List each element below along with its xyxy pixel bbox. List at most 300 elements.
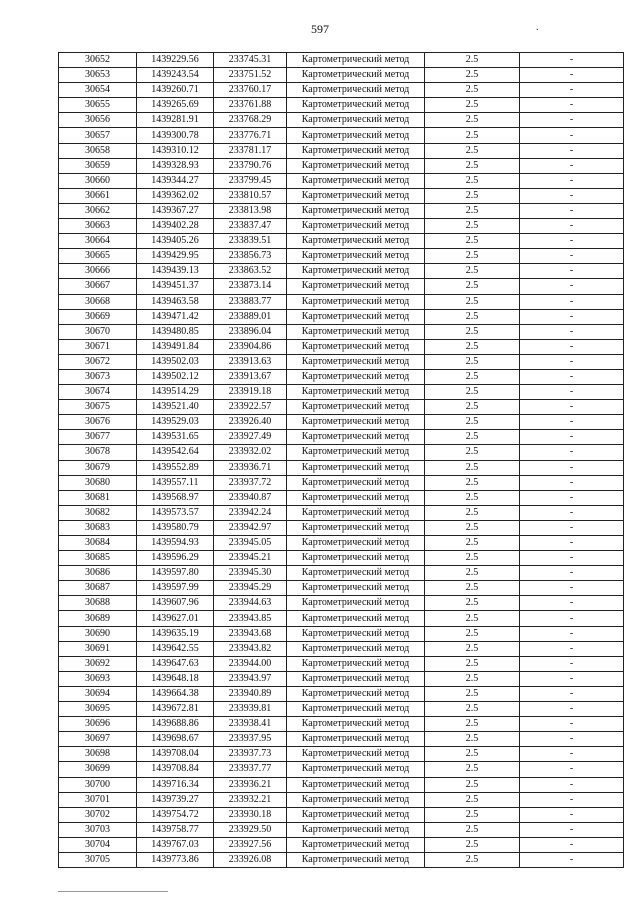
y-coordinate-cell: 233904.86 <box>214 339 287 354</box>
x-coordinate-cell: 1439502.03 <box>137 354 214 369</box>
method-cell: Картометрический метод <box>287 128 425 143</box>
accuracy-cell: 2.5 <box>425 98 520 113</box>
method-cell: Картометрический метод <box>287 581 425 596</box>
method-cell: Картометрический метод <box>287 354 425 369</box>
x-coordinate-cell: 1439568.97 <box>137 490 214 505</box>
accuracy-cell: 2.5 <box>425 490 520 505</box>
table-row <box>59 490 624 505</box>
table-row <box>59 807 624 822</box>
point-number-cell: 30653 <box>59 68 137 83</box>
y-coordinate-cell: 233863.52 <box>214 264 287 279</box>
point-number-cell: 30674 <box>59 385 137 400</box>
accuracy-cell: 2.5 <box>425 536 520 551</box>
page-number: 597 <box>311 22 329 36</box>
point-number-cell: 30687 <box>59 581 137 596</box>
y-coordinate-cell: 233942.97 <box>214 520 287 535</box>
accuracy-cell: 2.5 <box>425 807 520 822</box>
y-coordinate-cell: 233940.87 <box>214 490 287 505</box>
description-cell: - <box>520 490 624 505</box>
description-cell: - <box>520 656 624 671</box>
point-number-cell: 30686 <box>59 566 137 581</box>
method-cell: Картометрический метод <box>287 264 425 279</box>
method-cell: Картометрический метод <box>287 173 425 188</box>
method-cell: Картометрический метод <box>287 671 425 686</box>
method-cell: Картометрический метод <box>287 566 425 581</box>
y-coordinate-cell: 233938.41 <box>214 717 287 732</box>
description-cell: - <box>520 68 624 83</box>
y-coordinate-cell: 233837.47 <box>214 219 287 234</box>
description-cell: - <box>520 520 624 535</box>
method-cell: Картометрический метод <box>287 445 425 460</box>
table-row <box>59 324 624 339</box>
point-number-cell: 30678 <box>59 445 137 460</box>
table-row <box>59 128 624 143</box>
method-cell: Картометрический метод <box>287 430 425 445</box>
point-number-cell: 30663 <box>59 219 137 234</box>
description-cell: - <box>520 385 624 400</box>
point-number-cell: 30699 <box>59 762 137 777</box>
x-coordinate-cell: 1439607.96 <box>137 596 214 611</box>
y-coordinate-cell: 233932.02 <box>214 445 287 460</box>
description-cell: - <box>520 249 624 264</box>
point-number-cell: 30701 <box>59 792 137 807</box>
description-cell: - <box>520 717 624 732</box>
table-row <box>59 581 624 596</box>
point-number-cell: 30670 <box>59 324 137 339</box>
accuracy-cell: 2.5 <box>425 596 520 611</box>
accuracy-cell: 2.5 <box>425 505 520 520</box>
x-coordinate-cell: 1439648.18 <box>137 671 214 686</box>
table-row <box>59 792 624 807</box>
x-coordinate-cell: 1439362.02 <box>137 188 214 203</box>
table-row <box>59 249 624 264</box>
point-number-cell: 30657 <box>59 128 137 143</box>
description-cell: - <box>520 807 624 822</box>
table-row <box>59 143 624 158</box>
description-cell: - <box>520 415 624 430</box>
point-number-cell: 30696 <box>59 717 137 732</box>
method-cell: Картометрический метод <box>287 762 425 777</box>
method-cell: Картометрический метод <box>287 852 425 867</box>
method-cell: Картометрический метод <box>287 98 425 113</box>
table-row <box>59 475 624 490</box>
y-coordinate-cell: 233913.67 <box>214 369 287 384</box>
y-coordinate-cell: 233936.71 <box>214 460 287 475</box>
x-coordinate-cell: 1439480.85 <box>137 324 214 339</box>
point-number-cell: 30688 <box>59 596 137 611</box>
description-cell: - <box>520 551 624 566</box>
description-cell: - <box>520 686 624 701</box>
x-coordinate-cell: 1439698.67 <box>137 732 214 747</box>
x-coordinate-cell: 1439594.93 <box>137 536 214 551</box>
point-number-cell: 30689 <box>59 611 137 626</box>
table-row <box>59 656 624 671</box>
x-coordinate-cell: 1439627.01 <box>137 611 214 626</box>
description-cell: - <box>520 173 624 188</box>
table-row <box>59 551 624 566</box>
y-coordinate-cell: 233930.18 <box>214 807 287 822</box>
point-number-cell: 30672 <box>59 354 137 369</box>
method-cell: Картометрический метод <box>287 792 425 807</box>
x-coordinate-cell: 1439491.84 <box>137 339 214 354</box>
x-coordinate-cell: 1439557.11 <box>137 475 214 490</box>
table-row <box>59 822 624 837</box>
description-cell: - <box>520 671 624 686</box>
method-cell: Картометрический метод <box>287 686 425 701</box>
point-number-cell: 30683 <box>59 520 137 535</box>
x-coordinate-cell: 1439405.26 <box>137 234 214 249</box>
point-number-cell: 30677 <box>59 430 137 445</box>
method-cell: Картометрический метод <box>287 188 425 203</box>
description-cell: - <box>520 792 624 807</box>
scan-mark: . <box>536 22 539 33</box>
table-row <box>59 686 624 701</box>
table-row <box>59 747 624 762</box>
y-coordinate-cell: 233839.51 <box>214 234 287 249</box>
accuracy-cell: 2.5 <box>425 158 520 173</box>
x-coordinate-cell: 1439402.28 <box>137 219 214 234</box>
accuracy-cell: 2.5 <box>425 732 520 747</box>
x-coordinate-cell: 1439767.03 <box>137 837 214 852</box>
point-number-cell: 30676 <box>59 415 137 430</box>
accuracy-cell: 2.5 <box>425 219 520 234</box>
accuracy-cell: 2.5 <box>425 339 520 354</box>
accuracy-cell: 2.5 <box>425 671 520 686</box>
point-number-cell: 30673 <box>59 369 137 384</box>
method-cell: Картометрический метод <box>287 837 425 852</box>
accuracy-cell: 2.5 <box>425 445 520 460</box>
y-coordinate-cell: 233929.50 <box>214 822 287 837</box>
x-coordinate-cell: 1439739.27 <box>137 792 214 807</box>
y-coordinate-cell: 233943.85 <box>214 611 287 626</box>
accuracy-cell: 2.5 <box>425 188 520 203</box>
x-coordinate-cell: 1439265.69 <box>137 98 214 113</box>
x-coordinate-cell: 1439328.93 <box>137 158 214 173</box>
y-coordinate-cell: 233781.17 <box>214 143 287 158</box>
accuracy-cell: 2.5 <box>425 324 520 339</box>
x-coordinate-cell: 1439642.55 <box>137 641 214 656</box>
method-cell: Картометрический метод <box>287 113 425 128</box>
description-cell: - <box>520 641 624 656</box>
x-coordinate-cell: 1439708.84 <box>137 762 214 777</box>
x-coordinate-cell: 1439521.40 <box>137 400 214 415</box>
y-coordinate-cell: 233889.01 <box>214 309 287 324</box>
y-coordinate-cell: 233945.29 <box>214 581 287 596</box>
accuracy-cell: 2.5 <box>425 53 520 68</box>
accuracy-cell: 2.5 <box>425 686 520 701</box>
table-row <box>59 309 624 324</box>
y-coordinate-cell: 233799.45 <box>214 173 287 188</box>
x-coordinate-cell: 1439229.56 <box>137 53 214 68</box>
method-cell: Картометрический метод <box>287 369 425 384</box>
x-coordinate-cell: 1439300.78 <box>137 128 214 143</box>
table-row <box>59 219 624 234</box>
point-number-cell: 30668 <box>59 294 137 309</box>
x-coordinate-cell: 1439281.91 <box>137 113 214 128</box>
x-coordinate-cell: 1439580.79 <box>137 520 214 535</box>
method-cell: Картометрический метод <box>287 68 425 83</box>
accuracy-cell: 2.5 <box>425 641 520 656</box>
table-row <box>59 641 624 656</box>
y-coordinate-cell: 233944.00 <box>214 656 287 671</box>
x-coordinate-cell: 1439439.13 <box>137 264 214 279</box>
description-cell: - <box>520 143 624 158</box>
point-number-cell: 30680 <box>59 475 137 490</box>
method-cell: Картометрический метод <box>287 475 425 490</box>
y-coordinate-cell: 233922.57 <box>214 400 287 415</box>
x-coordinate-cell: 1439514.29 <box>137 385 214 400</box>
point-number-cell: 30705 <box>59 852 137 867</box>
x-coordinate-cell: 1439471.42 <box>137 309 214 324</box>
table-row <box>59 354 624 369</box>
method-cell: Картометрический метод <box>287 400 425 415</box>
y-coordinate-cell: 233768.29 <box>214 113 287 128</box>
description-cell: - <box>520 626 624 641</box>
point-number-cell: 30656 <box>59 113 137 128</box>
x-coordinate-cell: 1439529.03 <box>137 415 214 430</box>
description-cell: - <box>520 611 624 626</box>
accuracy-cell: 2.5 <box>425 611 520 626</box>
y-coordinate-cell: 233751.52 <box>214 68 287 83</box>
table-row <box>59 279 624 294</box>
table-row <box>59 762 624 777</box>
table-row <box>59 536 624 551</box>
accuracy-cell: 2.5 <box>425 717 520 732</box>
y-coordinate-cell: 233927.56 <box>214 837 287 852</box>
point-number-cell: 30652 <box>59 53 137 68</box>
table-row <box>59 626 624 641</box>
description-cell: - <box>520 460 624 475</box>
method-cell: Картометрический метод <box>287 717 425 732</box>
description-cell: - <box>520 324 624 339</box>
method-cell: Картометрический метод <box>287 249 425 264</box>
x-coordinate-cell: 1439367.27 <box>137 203 214 218</box>
y-coordinate-cell: 233943.97 <box>214 671 287 686</box>
table-row <box>59 173 624 188</box>
table-row <box>59 702 624 717</box>
point-number-cell: 30692 <box>59 656 137 671</box>
method-cell: Картометрический метод <box>287 53 425 68</box>
accuracy-cell: 2.5 <box>425 852 520 867</box>
description-cell: - <box>520 279 624 294</box>
point-number-cell: 30665 <box>59 249 137 264</box>
x-coordinate-cell: 1439463.58 <box>137 294 214 309</box>
method-cell: Картометрический метод <box>287 777 425 792</box>
x-coordinate-cell: 1439597.99 <box>137 581 214 596</box>
point-number-cell: 30700 <box>59 777 137 792</box>
method-cell: Картометрический метод <box>287 309 425 324</box>
method-cell: Картометрический метод <box>287 520 425 535</box>
method-cell: Картометрический метод <box>287 460 425 475</box>
y-coordinate-cell: 233810.57 <box>214 188 287 203</box>
point-number-cell: 30691 <box>59 641 137 656</box>
table-row <box>59 158 624 173</box>
table-row <box>59 566 624 581</box>
method-cell: Картометрический метод <box>287 536 425 551</box>
method-cell: Картометрический метод <box>287 203 425 218</box>
y-coordinate-cell: 233943.82 <box>214 641 287 656</box>
method-cell: Картометрический метод <box>287 641 425 656</box>
table-row <box>59 732 624 747</box>
method-cell: Картометрический метод <box>287 732 425 747</box>
y-coordinate-cell: 233913.63 <box>214 354 287 369</box>
table-row <box>59 852 624 867</box>
x-coordinate-cell: 1439542.64 <box>137 445 214 460</box>
y-coordinate-cell: 233856.73 <box>214 249 287 264</box>
y-coordinate-cell: 233790.76 <box>214 158 287 173</box>
table-row <box>59 369 624 384</box>
method-cell: Картометрический метод <box>287 747 425 762</box>
y-coordinate-cell: 233937.72 <box>214 475 287 490</box>
description-cell: - <box>520 158 624 173</box>
method-cell: Картометрический метод <box>287 339 425 354</box>
x-coordinate-cell: 1439531.65 <box>137 430 214 445</box>
method-cell: Картометрический метод <box>287 234 425 249</box>
point-number-cell: 30693 <box>59 671 137 686</box>
x-coordinate-cell: 1439773.86 <box>137 852 214 867</box>
description-cell: - <box>520 777 624 792</box>
accuracy-cell: 2.5 <box>425 822 520 837</box>
y-coordinate-cell: 233940.89 <box>214 686 287 701</box>
accuracy-cell: 2.5 <box>425 792 520 807</box>
table-row <box>59 596 624 611</box>
point-number-cell: 30698 <box>59 747 137 762</box>
description-cell: - <box>520 822 624 837</box>
table-row <box>59 264 624 279</box>
description-cell: - <box>520 264 624 279</box>
y-coordinate-cell: 233942.24 <box>214 505 287 520</box>
description-cell: - <box>520 113 624 128</box>
point-number-cell: 30675 <box>59 400 137 415</box>
point-number-cell: 30695 <box>59 702 137 717</box>
table-row <box>59 339 624 354</box>
y-coordinate-cell: 233937.73 <box>214 747 287 762</box>
description-cell: - <box>520 203 624 218</box>
table-row <box>59 430 624 445</box>
point-number-cell: 30679 <box>59 460 137 475</box>
point-number-cell: 30664 <box>59 234 137 249</box>
accuracy-cell: 2.5 <box>425 113 520 128</box>
accuracy-cell: 2.5 <box>425 354 520 369</box>
bottom-rule <box>58 891 168 892</box>
y-coordinate-cell: 233937.95 <box>214 732 287 747</box>
coordinates-table-body <box>59 53 624 868</box>
accuracy-cell: 2.5 <box>425 309 520 324</box>
accuracy-cell: 2.5 <box>425 400 520 415</box>
x-coordinate-cell: 1439664.38 <box>137 686 214 701</box>
x-coordinate-cell: 1439243.54 <box>137 68 214 83</box>
table-row <box>59 505 624 520</box>
point-number-cell: 30671 <box>59 339 137 354</box>
table-row <box>59 234 624 249</box>
table-row <box>59 611 624 626</box>
y-coordinate-cell: 233761.88 <box>214 98 287 113</box>
y-coordinate-cell: 233945.21 <box>214 551 287 566</box>
x-coordinate-cell: 1439688.86 <box>137 717 214 732</box>
point-number-cell: 30694 <box>59 686 137 701</box>
y-coordinate-cell: 233945.05 <box>214 536 287 551</box>
method-cell: Картометрический метод <box>287 551 425 566</box>
accuracy-cell: 2.5 <box>425 656 520 671</box>
accuracy-cell: 2.5 <box>425 551 520 566</box>
table-row <box>59 837 624 852</box>
x-coordinate-cell: 1439647.63 <box>137 656 214 671</box>
point-number-cell: 30658 <box>59 143 137 158</box>
method-cell: Картометрический метод <box>287 294 425 309</box>
description-cell: - <box>520 188 624 203</box>
description-cell: - <box>520 566 624 581</box>
x-coordinate-cell: 1439672.81 <box>137 702 214 717</box>
y-coordinate-cell: 233927.49 <box>214 430 287 445</box>
point-number-cell: 30703 <box>59 822 137 837</box>
x-coordinate-cell: 1439451.37 <box>137 279 214 294</box>
y-coordinate-cell: 233760.17 <box>214 83 287 98</box>
method-cell: Картометрический метод <box>287 807 425 822</box>
accuracy-cell: 2.5 <box>425 68 520 83</box>
method-cell: Картометрический метод <box>287 143 425 158</box>
table-row <box>59 777 624 792</box>
point-number-cell: 30667 <box>59 279 137 294</box>
table-row <box>59 400 624 415</box>
accuracy-cell: 2.5 <box>425 747 520 762</box>
method-cell: Картометрический метод <box>287 324 425 339</box>
method-cell: Картометрический метод <box>287 505 425 520</box>
description-cell: - <box>520 339 624 354</box>
accuracy-cell: 2.5 <box>425 777 520 792</box>
method-cell: Картометрический метод <box>287 702 425 717</box>
table-row <box>59 188 624 203</box>
table-row <box>59 83 624 98</box>
point-number-cell: 30704 <box>59 837 137 852</box>
x-coordinate-cell: 1439429.95 <box>137 249 214 264</box>
point-number-cell: 30662 <box>59 203 137 218</box>
description-cell: - <box>520 732 624 747</box>
y-coordinate-cell: 233932.21 <box>214 792 287 807</box>
x-coordinate-cell: 1439502.12 <box>137 369 214 384</box>
accuracy-cell: 2.5 <box>425 203 520 218</box>
y-coordinate-cell: 233944.63 <box>214 596 287 611</box>
y-coordinate-cell: 233943.68 <box>214 626 287 641</box>
method-cell: Картометрический метод <box>287 415 425 430</box>
point-number-cell: 30669 <box>59 309 137 324</box>
accuracy-cell: 2.5 <box>425 264 520 279</box>
point-number-cell: 30690 <box>59 626 137 641</box>
table-row <box>59 415 624 430</box>
accuracy-cell: 2.5 <box>425 460 520 475</box>
accuracy-cell: 2.5 <box>425 294 520 309</box>
method-cell: Картометрический метод <box>287 611 425 626</box>
method-cell: Картометрический метод <box>287 385 425 400</box>
point-number-cell: 30654 <box>59 83 137 98</box>
x-coordinate-cell: 1439344.27 <box>137 173 214 188</box>
y-coordinate-cell: 233926.08 <box>214 852 287 867</box>
description-cell: - <box>520 53 624 68</box>
description-cell: - <box>520 98 624 113</box>
method-cell: Картометрический метод <box>287 279 425 294</box>
point-number-cell: 30655 <box>59 98 137 113</box>
point-number-cell: 30660 <box>59 173 137 188</box>
method-cell: Картометрический метод <box>287 626 425 641</box>
accuracy-cell: 2.5 <box>425 762 520 777</box>
point-number-cell: 30661 <box>59 188 137 203</box>
table-row <box>59 294 624 309</box>
table-row <box>59 113 624 128</box>
method-cell: Картометрический метод <box>287 83 425 98</box>
description-cell: - <box>520 837 624 852</box>
description-cell: - <box>520 536 624 551</box>
point-number-cell: 30682 <box>59 505 137 520</box>
table-row <box>59 68 624 83</box>
